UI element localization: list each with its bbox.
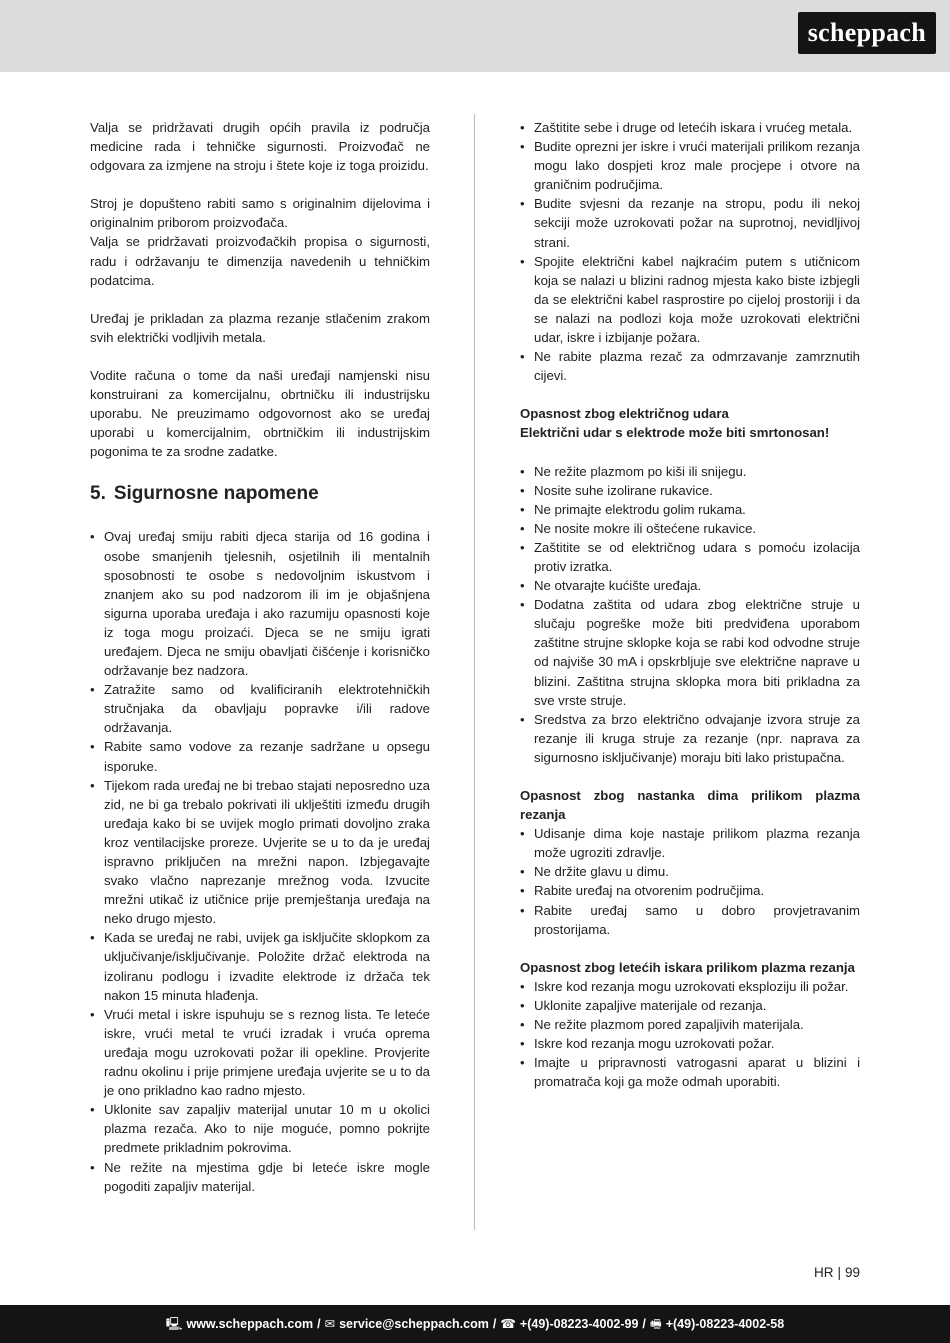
safety-list bbox=[520, 118, 860, 385]
list-item: • Zaštitite sebe i druge od letećih iskara i vrućeg metala. bbox=[520, 118, 860, 137]
column-divider bbox=[474, 114, 475, 1230]
list-item: • Rabite uređaj na otvorenim područjima. bbox=[520, 881, 860, 900]
list-item: • Nosite suhe izolirane rukavice. bbox=[520, 481, 860, 500]
electric-list bbox=[520, 462, 860, 768]
intro-paragraph: Stroj je dopušteno rabiti samo s originalnim dijelovima i originalnim priborom proizvođača. bbox=[90, 196, 430, 231]
hazard-heading: Opasnost zbog električnog udara bbox=[520, 406, 729, 422]
list-item: • Ne primajte elektrodu golim rukama. bbox=[520, 500, 860, 519]
list-item: • Dodatna zaštita od udara zbog električne struje u slučaju pogreške može biti predviđena uporabom zaštitne strujne sklopke koja se rabi kod odvodne struje od najviše 30 mA i opskrbljuje sve električne naprave u blizini. Zaštitna strujna sklopka mora biti prikladna za sve vrste struje. bbox=[520, 595, 860, 710]
list-item: • Ne rabite plazma rezač za odmrzavanje zamrznutih cijevi. bbox=[520, 347, 860, 385]
sparks-list bbox=[520, 977, 860, 1092]
list-item: • Sredstva za brzo električno odvajanje izvora struje za rezanje ili kruga struje za rezanje (npr. naprava za sigurnosno isključivanje) moraju biti lako pristupačna. bbox=[520, 710, 860, 767]
intro-paragraph: Valja se pridržavati proizvođačkih propisa o sigurnosti, radu i održavanju te dimenzija navedenih u tehničkim podatcima. bbox=[90, 234, 430, 288]
section-number: 5. bbox=[90, 483, 106, 505]
list-item: • Zatražite samo od kvalificiranih elektrotehničkih stručnjaka da obavljaju popravke i/ili radove održavanja. bbox=[90, 680, 430, 737]
list-item: • Udisanje dima koje nastaje prilikom plazma rezanja može ugroziti zdravlje. bbox=[520, 824, 860, 862]
brand-logo: scheppach bbox=[798, 12, 936, 54]
mail-icon: ✉ bbox=[324, 1317, 336, 1331]
list-item: • Rabite samo vodove za rezanje sadržane u opsegu isporuke. bbox=[90, 737, 430, 775]
list-item: • Ne režite na mjestima gdje bi leteće iskre mogle pogoditi zapaljiv materijal. bbox=[90, 1158, 430, 1196]
list-item: • Budite oprezni jer iskre i vrući materijali prilikom rezanja mogu lako dospjeti kroz male procjepe i otvore na graničnim područjima. bbox=[520, 137, 860, 194]
list-item: • Ovaj uređaj smiju rabiti djeca starija od 16 godina i osobe smanjenih tjelesnih, osjetilnih ili mentalnih sposobnosti te osobe s nedovoljnim iskustvom i znanjem ako su pod nadzorom ili im je objašnjena sigurna uporaba uređaja i ako razumiju opasnosti koje iz toga mogu proizaći. Djeca se ne smiju igrati uređajem. Djeca ne smiju obavljati čišćenje i korisničko održavanje bez nadzora. bbox=[90, 527, 430, 680]
list-item: • Budite svjesni da rezanje na stropu, podu ili nekoj sekciji može uzrokovati požar na suprotnoj, nevidljivoj strani. bbox=[520, 194, 860, 251]
section-heading bbox=[90, 480, 430, 508]
left-column bbox=[90, 118, 430, 1196]
list-item: • Zaštitite se od električnog udara s pomoću izolacija protiv izratka. bbox=[520, 538, 860, 576]
list-item: • Uklonite sav zapaljiv materijal unutar 10 m u okolici plazma rezača. Ako to nije moguće, pomno pokrijte predmete prikladnim pokrovima. bbox=[90, 1100, 430, 1157]
list-item: • Ne režite plazmom po kiši ili snijegu. bbox=[520, 462, 860, 481]
right-column bbox=[520, 118, 860, 1091]
list-item: • Rabite uređaj samo u dobro provjetravanim prostorijama. bbox=[520, 901, 860, 939]
hazard-heading: Opasnost zbog letećih iskara prilikom plazma rezanja bbox=[520, 959, 855, 975]
phone-number: +(49)-08223-4002-99 bbox=[519, 1317, 639, 1331]
fax-icon: 🖷 bbox=[649, 1317, 662, 1331]
contact-footer: 🖳 www.scheppach.com / ✉ service@scheppach.com / ☎ +(49)-08223-4002-99 / 🖷 +(49)-08223-4002-58 bbox=[0, 1305, 950, 1343]
intro-paragraph: Uređaj je prikladan za plazma rezanje stlačenim zrakom svih električki vodljivih metala. bbox=[90, 310, 430, 345]
computer-icon: 🖳 bbox=[165, 1317, 183, 1331]
hazard-heading: Električni udar s elektrode može biti smrtonosan! bbox=[520, 425, 830, 441]
intro-paragraph: Vodite računa o tome da naši uređaji namjenski nisu konstruirani za komercijalnu, obrtničku ili industrijsku uporabu. Ne preuzimamo odgovornost ako se uređaj uporabi u komercijalnim, obrtničkim ili industrijskim pogonima te za srodne zadatke. bbox=[90, 367, 430, 460]
intro-paragraph: Valja se pridržavati drugih općih pravila iz područja medicine rada i tehničke sigurnosti. Proizvođač ne odgovara za izmjene na stroju i štete koje iz toga proizidu. bbox=[90, 120, 430, 174]
list-item: • Ne držite glavu u dimu. bbox=[520, 862, 860, 881]
section-title: Sigurnosne napomene bbox=[113, 483, 319, 505]
fax-number: +(49)-08223-4002-58 bbox=[665, 1317, 785, 1331]
list-item: • Tijekom rada uređaj ne bi trebao stajati neposredno uza zid, ne bi ga trebalo pokrivati ili uklještiti između drugih uređaja kako bi se uvijek moglo primati dovoljno zraka kroz ventilacijske proreze. Uvjerite se u to da je uređaj ispravno priključen na mrežni napon. Izbjegavajte svako vlačno naprezanje mrežnog voda. Izvucite mrežni utikač iz utičnice prije premještanja uređaja na neko drugo mjesto. bbox=[90, 776, 430, 929]
language-code: HR bbox=[813, 1265, 834, 1280]
list-item: • Vrući metal i iskre ispuhuju se s reznog lista. Te leteće iskre, vrući metal te vrući izradak i vruća oprema uređaja mogu uzrokovati požar ili opekline. Provjerite radnu okolinu i prije primjene uređaja uvjerite se u to da je ono prikladno kao radno mjesto. bbox=[90, 1005, 430, 1100]
phone-icon: ☎ bbox=[500, 1317, 516, 1331]
list-item: • Imajte u pripravnosti vatrogasni aparat u blizini i promatrača koji ga može odmah uporabiti. bbox=[520, 1053, 860, 1091]
page-number: HR | 99 bbox=[813, 1265, 860, 1280]
website-link[interactable]: www.scheppach.com bbox=[186, 1317, 314, 1331]
header-bar bbox=[0, 0, 950, 72]
list-item: • Ne nosite mokre ili oštećene rukavice. bbox=[520, 519, 860, 538]
list-item: • Kada se uređaj ne rabi, uvijek ga isključite sklopkom za uključivanje/isključivanje. Položite držač elektroda na izoliranu podlogu i izvadite elektrode iz držača tek nakon 15 minuta hlađenja. bbox=[90, 928, 430, 1004]
email-link[interactable]: service@scheppach.com bbox=[339, 1317, 489, 1331]
smoke-list bbox=[520, 824, 860, 939]
hazard-heading: Opasnost zbog nastanka dima prilikom plazma rezanja bbox=[520, 788, 860, 823]
list-item: • Ne režite plazmom pored zapaljivih materijala. bbox=[520, 1015, 860, 1034]
list-item: • Ne otvarajte kućište uređaja. bbox=[520, 576, 860, 595]
page-num: 99 bbox=[844, 1265, 860, 1280]
list-item: • Spojite električni kabel najkraćim putem s utičnicom koja se nalazi u blizini radnog mjesta kako biste izbjegli da se električni kabel rasprostire po cijeloj prostoriji i da se nalazi na podlozi koja može uzrokovati električni udar, iskre i izbijanje požara. bbox=[520, 252, 860, 347]
safety-list bbox=[90, 527, 430, 1195]
list-item: • Iskre kod rezanja mogu uzrokovati eksploziju ili požar. bbox=[520, 977, 860, 996]
list-item: • Iskre kod rezanja mogu uzrokovati požar. bbox=[520, 1034, 860, 1053]
list-item: • Uklonite zapaljive materijale od rezanja. bbox=[520, 996, 860, 1015]
